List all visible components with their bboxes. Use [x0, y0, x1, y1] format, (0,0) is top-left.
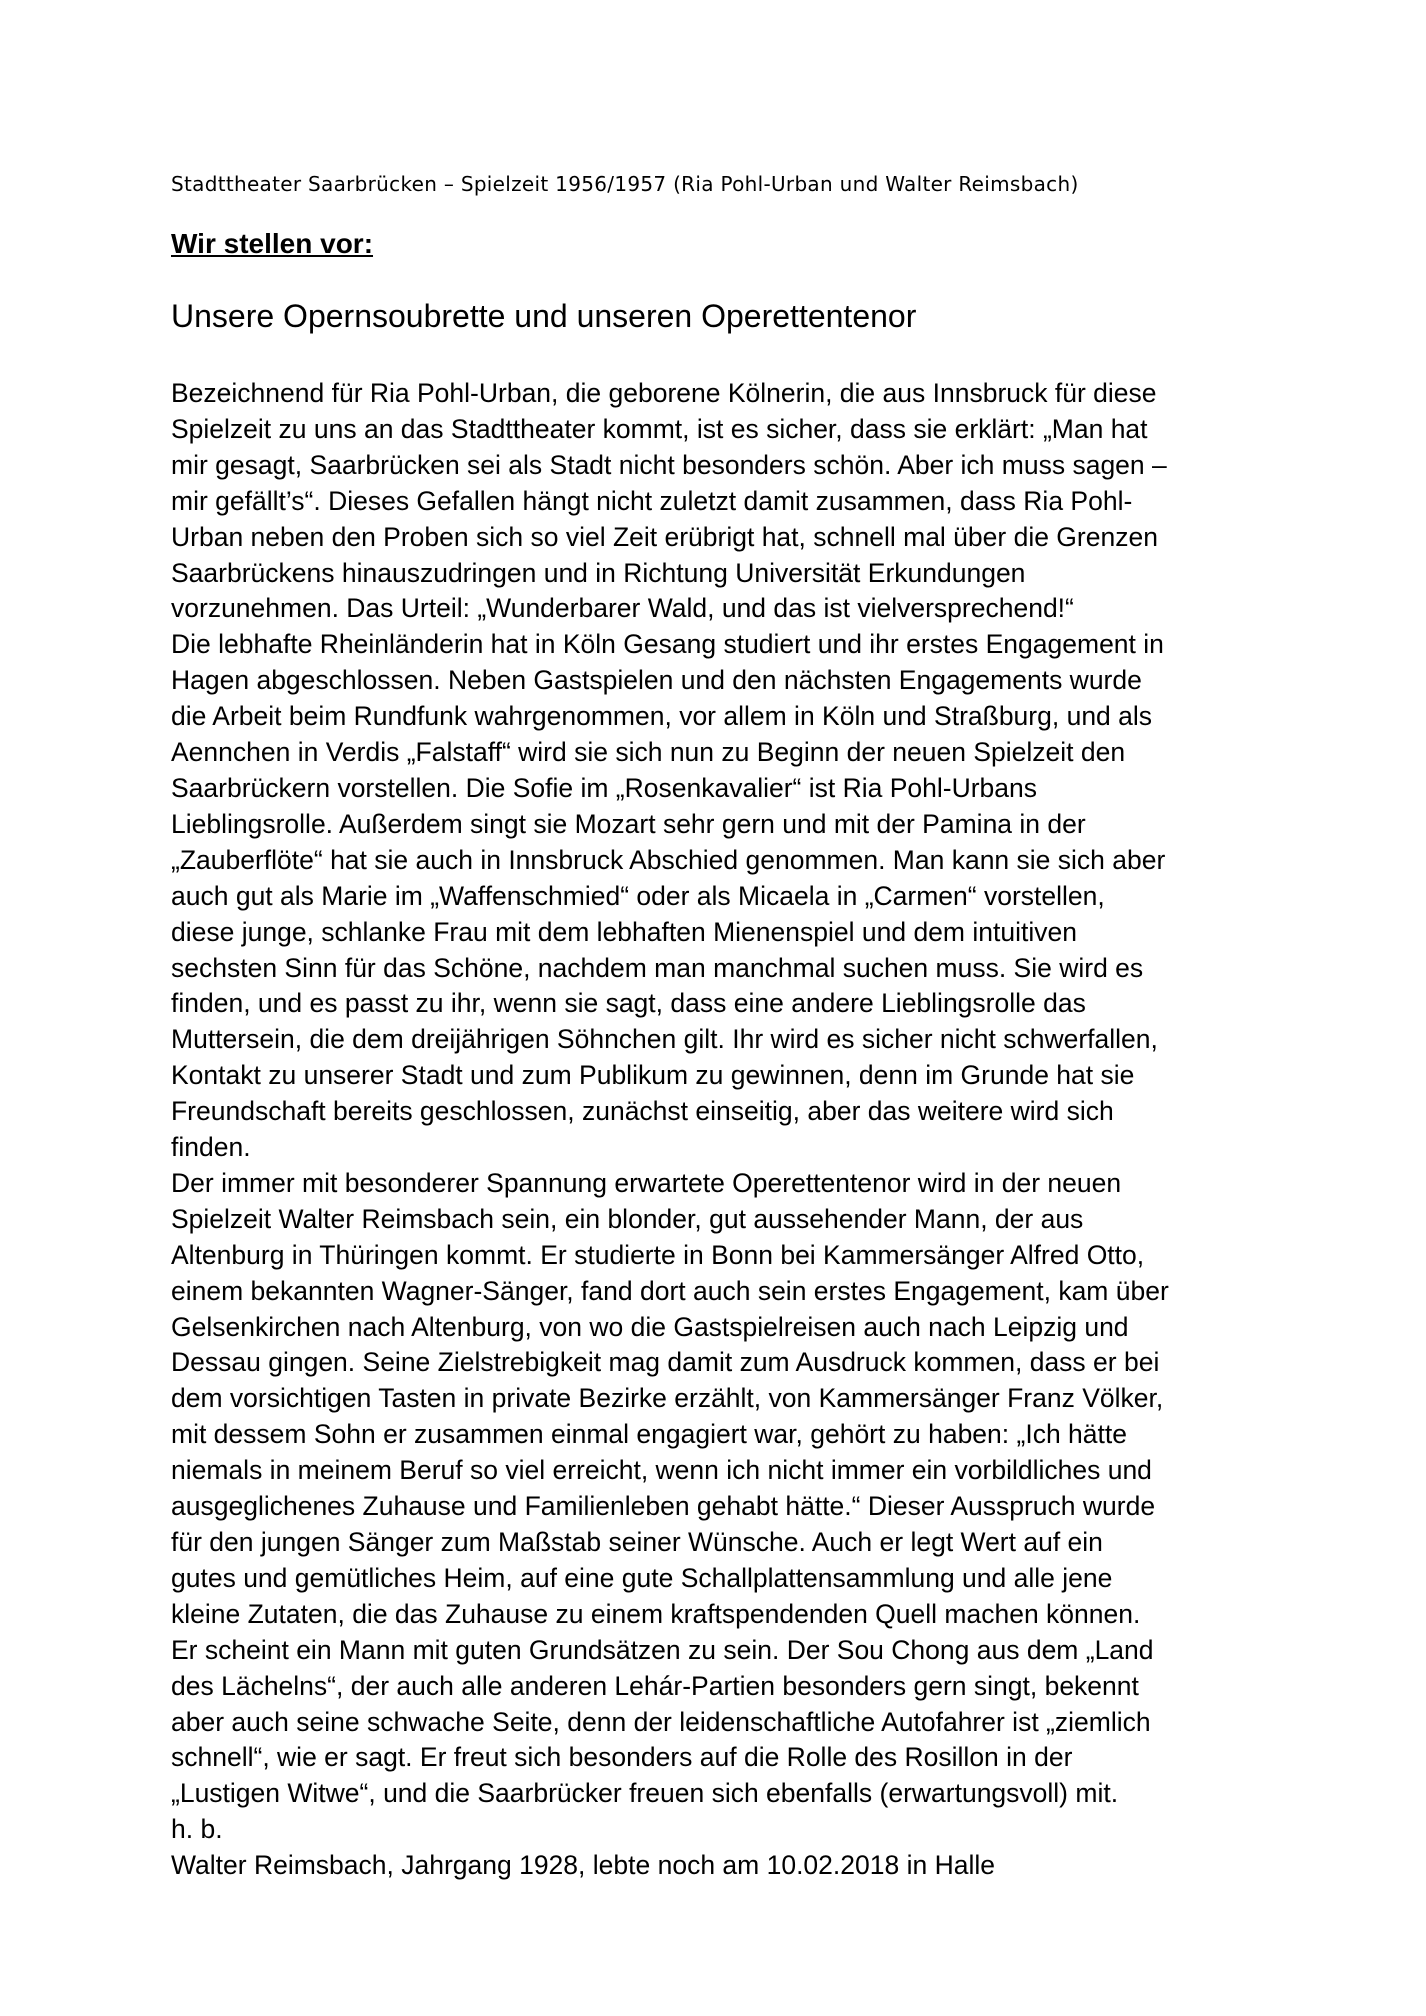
body-line: dem vorsichtigen Tasten in private Bezirke erzählt, von Kammersänger Franz Völker,	[171, 1383, 1164, 1414]
body-line: Saarbrückern vorstellen. Die Sofie im „Rosenkavalier“ ist Ria Pohl-Urbans	[171, 772, 1037, 803]
body-line: Kontakt zu unserer Stadt und zum Publikum zu gewinnen, denn im Grunde hat sie	[171, 1060, 1135, 1091]
body-line: sechsten Sinn für das Schöne, nachdem man manchmal suchen muss. Sie wird es	[171, 952, 1144, 983]
body-line: Altenburg in Thüringen kommt. Er studierte in Bonn bei Kammersänger Alfred Otto,	[171, 1239, 1145, 1270]
body-line: die Arbeit beim Rundfunk wahrgenommen, vor allem in Köln und Straßburg, und als	[171, 701, 1153, 732]
body-line: diese junge, schlanke Frau mit dem lebhaften Mienenspiel und dem intuitiven	[171, 916, 1077, 947]
body-line: Muttersein, die dem dreijährigen Söhnchen gilt. Ihr wird es sicher nicht schwerfallen,	[171, 1024, 1158, 1055]
body-line: mit dessem Sohn er zusammen einmal engagiert war, gehört zu haben: „Ich hätte	[171, 1419, 1127, 1450]
article-headline: Unsere Opernsoubrette und unseren Operettentenor	[171, 298, 917, 334]
body-line: Bezeichnend für Ria Pohl-Urban, die geborene Kölnerin, die aus Innsbruck für diese	[171, 378, 1157, 408]
body-line: Spielzeit Walter Reimsbach sein, ein blonder, gut aussehender Mann, der aus	[171, 1203, 1084, 1234]
article-body	[171, 376, 1281, 1884]
body-line: auch gut als Marie im „Waffenschmied“ oder als Micaela in „Carmen“ vorstellen,	[171, 880, 1105, 911]
body-line: vorzunehmen. Das Urteil: „Wunderbarer Wald, und das ist vielversprechend!“	[171, 593, 1074, 624]
section-kicker: Wir stellen vor:	[171, 228, 374, 259]
body-line: Walter Reimsbach, Jahrgang 1928, lebte noch am 10.02.2018 in Halle	[171, 1850, 995, 1881]
body-line: niemals in meinem Beruf so viel erreicht, wenn ich nicht immer ein vorbildliches und	[171, 1455, 1152, 1486]
body-line: Saarbrückens hinauszudringen und in Richtung Universität Erkundungen	[171, 557, 1026, 588]
body-line: ausgeglichenes Zuhause und Familienleben gehabt hätte.“ Dieser Ausspruch wurde	[171, 1491, 1156, 1522]
body-line: Lieblingsrolle. Außerdem singt sie Mozart sehr gern und mit der Pamina in der	[171, 808, 1086, 839]
body-line: Freundschaft bereits geschlossen, zunächst einseitig, aber das weitere wird sich	[171, 1096, 1114, 1127]
body-line: Er scheint ein Mann mit guten Grundsätzen zu sein. Der Sou Chong aus dem „Land	[171, 1634, 1154, 1665]
body-line: schnell“, wie er sagt. Er freut sich besonders auf die Rolle des Rosillon in der	[171, 1742, 1073, 1773]
body-line: h. b.	[171, 1814, 223, 1845]
document-header: Stadttheater Saarbrücken – Spielzeit 1956/1957 (Ria Pohl-Urban und Walter Reimsbach)	[171, 172, 1079, 196]
body-line: kleine Zutaten, die das Zuhause zu einem kraftspendenden Quell machen können.	[171, 1598, 1141, 1629]
body-line: „Lustigen Witwe“, und die Saarbrücker freuen sich ebenfalls (erwartungsvoll) mit.	[171, 1778, 1119, 1809]
body-line: Die lebhafte Rheinländerin hat in Köln Gesang studiert und ihr erstes Engagement in	[171, 629, 1164, 660]
body-line: einem bekannten Wagner-Sänger, fand dort auch sein erstes Engagement, kam über	[171, 1275, 1169, 1306]
body-line: finden, und es passt zu ihr, wenn sie sagt, dass eine andere Lieblingsrolle das	[171, 988, 1086, 1019]
body-line: mir gefällt’s“. Dieses Gefallen hängt nicht zuletzt damit zusammen, dass Ria Pohl-	[171, 485, 1133, 516]
body-line: aber auch seine schwache Seite, denn der leidenschaftliche Autofahrer ist „ziemlich	[171, 1706, 1151, 1737]
body-line: Der immer mit besonderer Spannung erwartete Operettentenor wird in der neuen	[171, 1167, 1122, 1198]
body-line: Dessau gingen. Seine Zielstrebigkeit mag damit zum Ausdruck kommen, dass er bei	[171, 1347, 1160, 1378]
body-line: finden.	[171, 1132, 251, 1163]
body-line: Aennchen in Verdis „Falstaff“ wird sie sich nun zu Beginn der neuen Spielzeit den	[171, 737, 1126, 768]
body-line: „Zauberflöte“ hat sie auch in Innsbruck Abschied genommen. Man kann sie sich aber	[171, 844, 1166, 875]
body-line: des Lächelns“, der auch alle anderen Lehár-Partien besonders gern singt, bekennt	[171, 1670, 1139, 1701]
body-line: Gelsenkirchen nach Altenburg, von wo die Gastspielreisen auch nach Leipzig und	[171, 1311, 1129, 1342]
body-line: für den jungen Sänger zum Maßstab seiner Wünsche. Auch er legt Wert auf ein	[171, 1527, 1103, 1557]
body-line: Hagen abgeschlossen. Neben Gastspielen und den nächsten Engagements wurde	[171, 665, 1142, 696]
body-line: Urban neben den Proben sich so viel Zeit erübrigt hat, schnell mal über die Grenzen	[171, 521, 1158, 552]
body-line: Spielzeit zu uns an das Stadttheater kommt, ist es sicher, dass sie erklärt: „Man hat	[171, 413, 1148, 444]
body-line: mir gesagt, Saarbrücken sei als Stadt nicht besonders schön. Aber ich muss sagen –	[171, 449, 1167, 480]
body-line: gutes und gemütliches Heim, auf eine gute Schallplattensammlung und alle jene	[171, 1562, 1113, 1593]
